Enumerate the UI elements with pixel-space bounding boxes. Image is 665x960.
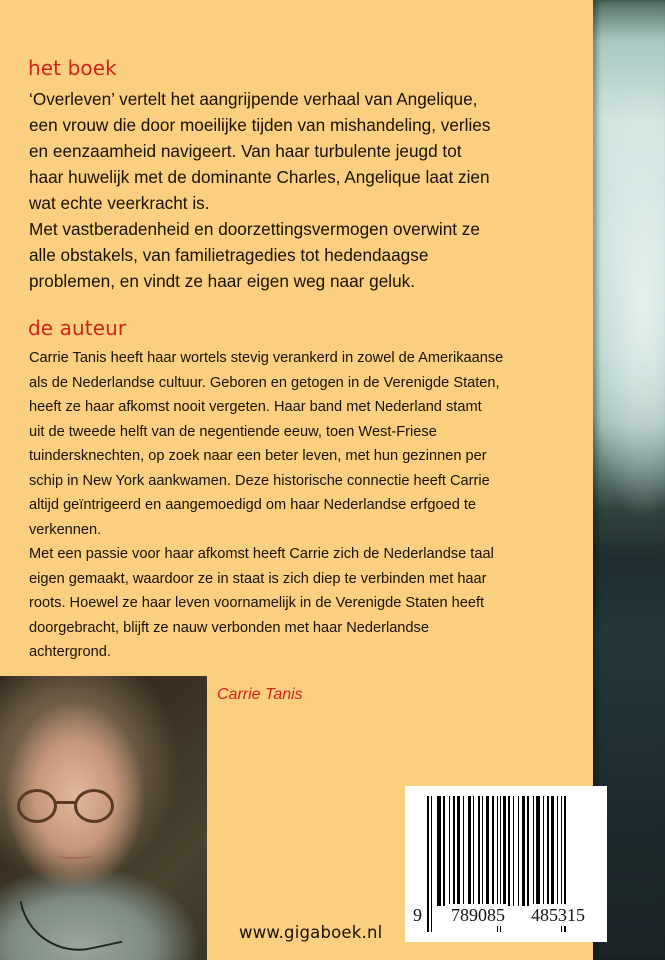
publisher-url: www.gigaboek.nl: [239, 923, 383, 942]
book-description-line: Met vastberadenheid en doorzettingsvermogen overwint ze: [29, 219, 480, 239]
smile: [54, 852, 94, 859]
author-bio: [29, 346, 589, 665]
author-bio-line: Met een passie voor haar afkomst heeft Carrie zich de Nederlandse taal: [29, 546, 494, 562]
glasses-bridge: [55, 801, 75, 804]
author-bio-line: verkennen.: [29, 521, 102, 538]
author-section-heading: de auteur: [28, 316, 127, 340]
book-description-line: problemen, en vindt ze haar eigen weg naar geluk.: [29, 271, 416, 291]
barcode-digits-group-1: 789085: [451, 905, 505, 925]
necklace: [20, 882, 123, 960]
book-section-heading: het boek: [28, 56, 117, 80]
author-photo: [0, 676, 207, 960]
author-bio-line: Carrie Tanis heeft haar wortels stevig verankerd in zowel de Amerikaanse: [29, 350, 504, 366]
glasses-left-lens: [17, 789, 57, 823]
author-bio-line: tuindersknechten, op zoek naar een beter leven, met hun gezinnen per: [29, 448, 487, 464]
author-bio-line: schip in New York aankwamen. Deze historische connectie heeft Carrie: [29, 472, 490, 489]
author-bio-line: uit de tweede helft van de negentiende eeuw, toen West-Friese: [29, 423, 437, 440]
book-description-line: wat echte veerkracht is.: [29, 193, 210, 213]
book-description-line: en eenzaamheid navigeert. Van haar turbulente jeugd tot: [29, 141, 462, 161]
author-bio-line: roots. Hoewel ze haar leven voornamelijk in de Verenigde Staten heeft: [29, 595, 485, 611]
isbn-barcode: [405, 786, 607, 942]
book-description-line: ‘Overleven’ vertelt het aangrijpende verhaal van Angelique,: [29, 89, 478, 109]
book-description-line: alle obstakels, van familietragedies tot hedendaagse: [29, 245, 429, 265]
author-bio-line: eigen gemaakt, waardoor ze in staat is zich diep te verbinden met haar: [29, 570, 487, 587]
author-bio-line: heeft ze haar afkomst nooit vergeten. Haar band met Nederland stamt: [29, 399, 482, 415]
author-bio-line: doorgebracht, blijft ze nauw verbonden met haar Nederlandse: [29, 619, 429, 636]
author-bio-line: altijd geïntrigeerd en aangemoedigd om haar Nederlandse erfgoed te: [29, 497, 477, 513]
book-description: [29, 86, 589, 294]
author-photo-caption: Carrie Tanis: [217, 686, 303, 703]
book-description-line: haar huwelijk met de dominante Charles, Angelique laat zien: [29, 167, 490, 187]
barcode-digits-group-2: 485315: [531, 905, 585, 925]
author-bio-line: als de Nederlandse cultuur. Geboren en getogen in de Verenigde Staten,: [29, 374, 500, 391]
barcode-prefix-digit: 9: [413, 905, 422, 925]
glasses-right-lens: [74, 789, 114, 823]
book-description-line: een vrouw die door moeilijke tijden van mishandeling, verlies: [29, 115, 491, 135]
author-bio-line: achtergrond.: [29, 644, 111, 660]
